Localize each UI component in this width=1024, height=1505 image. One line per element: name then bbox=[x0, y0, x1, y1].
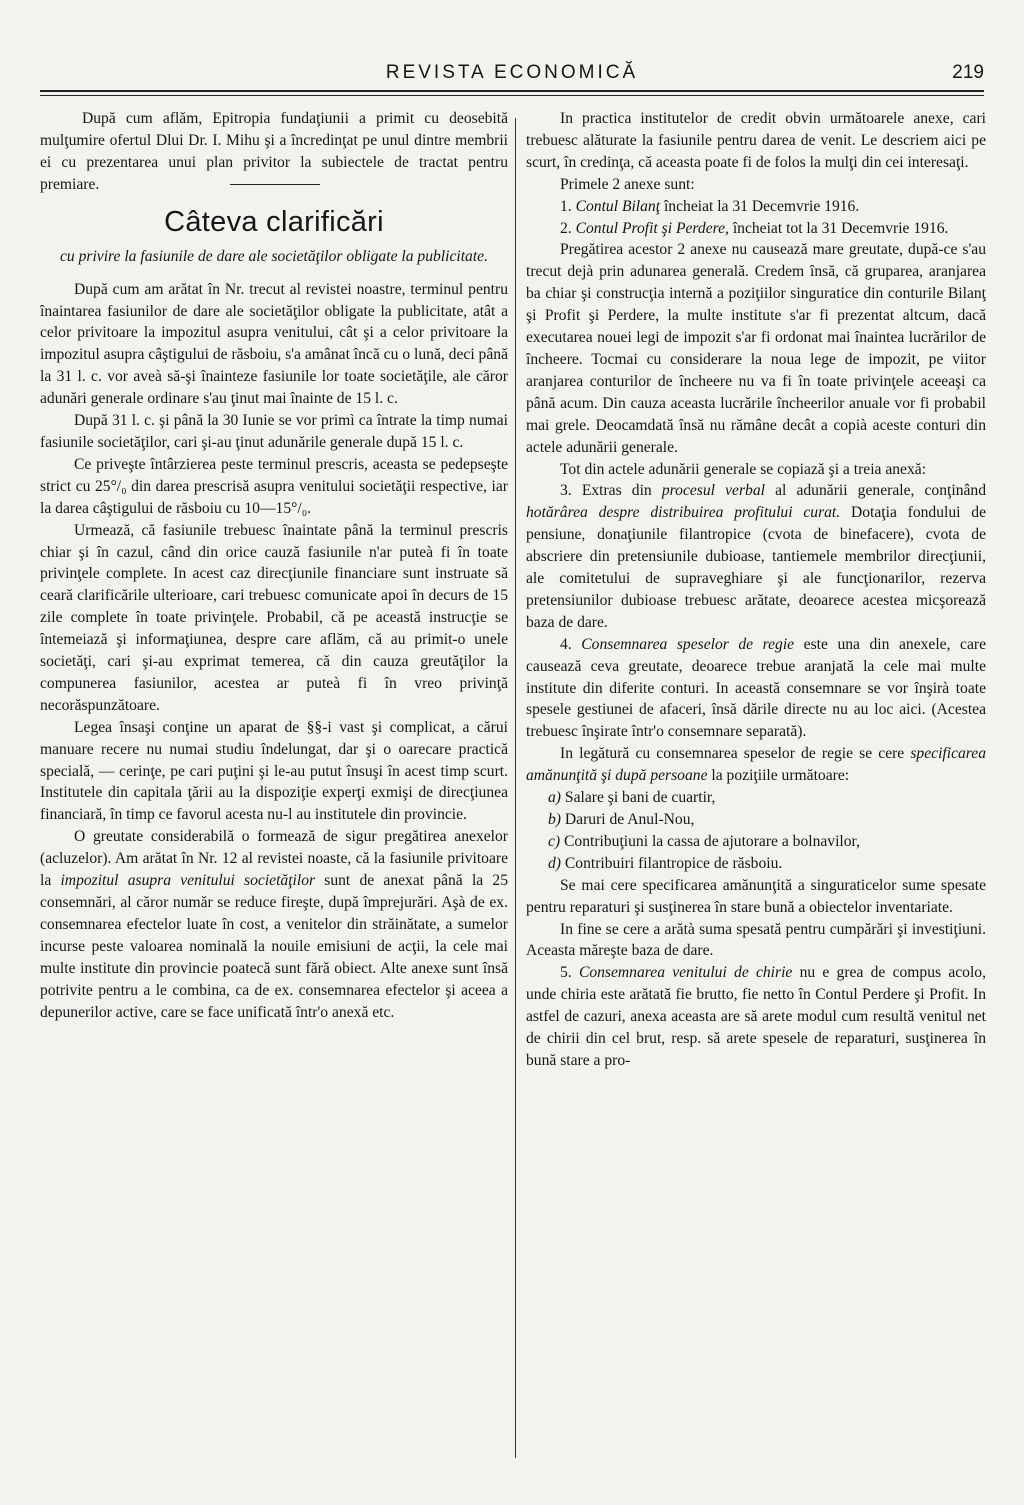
paragraph bbox=[526, 743, 986, 787]
paragraph bbox=[526, 634, 986, 744]
intro-paragraph: După cum aflăm, Epitropia fundaţiunii a primit cu deosebită mulţumire ofertul Dlui Dr. I. Mihu şi a încredinţat pe unul dintre membrii ei cu prezentarea unui plan privitor la subiectele de tractat pentru premiare. bbox=[40, 110, 508, 193]
list-item bbox=[526, 853, 986, 875]
text-run: 5. bbox=[560, 964, 579, 982]
emphasis: hotărârea despre distribuirea profitului curat. bbox=[526, 504, 841, 522]
header-rule-thin bbox=[40, 95, 984, 96]
emphasis: Consemnarea speselor de regie bbox=[581, 635, 795, 653]
text-run: Dotaţia fondului de pensiune, donaţiunile filantropice (cvota de binefacere), cvota de abscriere din pretensiunile dubioase, tantiemele membrilor direcţiunii, ale comitetului de supraveghiare şi ale funcţionarilor, rezerva pretensiunilor dubioase trebuesc arătate, deoarece acestea micşorează baza de dare. bbox=[526, 504, 986, 631]
text-run: O greutate considerabilă o formează de sigur pregătirea anexelor (acluzelor). Am arătat în Nr. 12 al revistei noaste, că la fasiunile privitoare la bbox=[40, 828, 508, 890]
text-run: sunt de anexat până la 25 consemnări, al căror număr se reduce fireşte, după împrejurări. Aşà de ex. consemnarea efectelor luate în cost, a venitelor din străinătate, a sumelor incurse peste valoarea nominală la nouile emisiuni de acţii, la cele mai multe institute din provincie poatecă sunt fără obiect. Alte anexe sunt însă potrivite pentru a le combina, ca de ex. consemnarea efectelor şi aceea a depunerilor active, care se face unificată într'o anexă etc. bbox=[40, 872, 508, 1021]
journal-title: REVISTA ECONOMICĂ bbox=[385, 62, 639, 83]
text-run: In legătură cu consemnarea speselor de regie se cere bbox=[560, 745, 911, 763]
header-rule bbox=[40, 90, 984, 92]
paragraph bbox=[526, 480, 986, 633]
item-number: 2. bbox=[560, 219, 576, 237]
paragraph: Primele 2 anexe sunt: bbox=[560, 175, 695, 193]
emphasis: Contul Bilanţ bbox=[575, 197, 661, 215]
paragraph: Ce priveşte întârzierea peste terminul prescris, aceasta se pedepseşte strict cu 25°/₀ din darea prescrisă asupra venitului societăţii respective, iar la darea câştigului de răsboiu cu 10—15°/₀. bbox=[40, 455, 508, 517]
text-run: 4. bbox=[560, 635, 582, 653]
text-run: încheiat la 31 Decemvrie 1916. bbox=[660, 197, 860, 215]
left-column bbox=[40, 108, 508, 1468]
item-number: 1. bbox=[560, 197, 576, 215]
paragraph: Legea însaşi conţine un aparat de §§-i vast şi complicat, a cărui manuare recere nu numai studiu îndelungat, dar şi o oarecare practică specială, — cerinţe, pe cari puţini şi le-au putut însuşi în acest timp scurt. Institutele din capitala ţării au la dispoziţie experţi exmişi de direcţiunea financiară, în timp ce favorul acesta nu-l au institutele din provincie. bbox=[40, 718, 508, 824]
list-item bbox=[526, 831, 986, 853]
emphasis: Contul Profit şi Perdere, bbox=[575, 219, 729, 237]
list-item bbox=[526, 196, 986, 218]
paragraph: Urmează, că fasiunile trebuesc înaintate până la terminul prescris chiar şi în cazul, când din orice cauză fasiunile n'ar puteà fi în toate privinţele complete. In acest caz direcţiunile financiare sunt instruate să ceară clarificările ulterioare, cari trebuesc comunicate apoi în decurs de 15 zile complete în toate privinţele. Probabil, că pe această instrucţie se întemeiază şi informaţiunea, despre care aflăm, că au primit-o unele societăţi, cari şi-au exprimat temerea, că din cauza greutăţilor la compunerea fasiunilor, acestea ar puteà fi în vreo privinţă necorăspunzătoare. bbox=[40, 521, 508, 714]
page-number: 219 bbox=[952, 62, 984, 83]
item-text: Daruri de Anul-Nou, bbox=[561, 811, 695, 828]
text-run: al adunării generale, conţinând bbox=[764, 482, 986, 500]
item-text: Salare şi bani de cuartir, bbox=[561, 789, 716, 807]
paragraph: Tot din actele adunării generale se copiază şi a treia anexă: bbox=[560, 460, 927, 478]
separator-rule bbox=[230, 184, 320, 185]
article-subtitle: cu privire la fasiunile de dare ale societăţilor obligate la publicitate. bbox=[59, 247, 489, 265]
list-item bbox=[526, 218, 986, 240]
right-column bbox=[526, 108, 986, 1468]
running-header bbox=[40, 58, 984, 88]
text-run: la poziţiile următoare: bbox=[707, 767, 850, 785]
text-run: nu e grea de compus acolo, unde chiria este arătată fie brutto, fie netto în Contul Perdere şi Profit. In astfel de cazuri, anexa aceasta are să arete modul cum resultă venitul net de chirii din cel brut, resp. să arete spesele de reparaturi, susţinerea în bună stare a pro- bbox=[526, 964, 986, 1069]
item-letter: a) bbox=[548, 789, 561, 807]
paragraph bbox=[40, 826, 508, 1023]
emphasis: procesul verbal bbox=[661, 482, 765, 500]
article-title: Câteva clarificări bbox=[164, 205, 384, 238]
paragraph: In fine se cere a arătà suma spesată pentru cumpărări şi investiţiuni. Aceasta măreşte baza de dare. bbox=[526, 920, 986, 960]
item-letter: d) bbox=[548, 854, 561, 872]
item-letter: c) bbox=[548, 832, 561, 850]
paragraph: După 31 l. c. şi până la 30 Iunie se vor primì ca întrate la timp numai fasiunile societăţilor, cari şi-au ţinut adunările generale după 15 l. c. bbox=[40, 412, 508, 451]
paragraph: In practica institutelor de credit obvin următoarele anexe, cari trebuesc alăturate la fasiunile pentru darea de venit. Le descriem aici pe scurt, în credinţa, că aceasta poate fi de folos la mulţi din cei interesaţi. bbox=[526, 110, 986, 171]
column-divider bbox=[515, 118, 516, 1458]
paragraph bbox=[526, 962, 986, 1072]
list-item bbox=[526, 809, 986, 831]
text-run: este una din anexele, care causează ceva greutate, deoarece trebue aranjată la cele mai multe institute din diferite conturi. In această consemnare se vor înşirà toate spesele gestiunei de afaceri, însă dările directe nu au loc aici. (Acestea trebuesc înşirate într'o consemnare separată). bbox=[526, 635, 986, 741]
text-run: încheiat tot la 31 Decemvrie 1916. bbox=[728, 219, 949, 237]
item-letter: b) bbox=[548, 811, 561, 828]
item-text: Contribuiri filantropice de răsboiu. bbox=[561, 854, 783, 872]
item-text: Contribuţiuni la cassa de ajutorare a bolnavilor, bbox=[560, 832, 861, 850]
emphasis: impozitul asupra venitului societăţilor bbox=[60, 872, 316, 890]
emphasis: Consemnarea venitului de chirie bbox=[578, 964, 793, 982]
paragraph: Se mai cere specificarea amănunţită a singuraticelor sume spesate pentru reparaturi şi susţinerea în stare bună a obiectelor inventariate. bbox=[526, 876, 986, 916]
paragraph: După cum am arătat în Nr. trecut al revistei noastre, terminul pentru înaintarea fasiunilor de dare ale societăţilor obligate la publicitate, atât a celor privitoare la impozitul asupra venitului, cât şi a celor privitoare la impozitul asupra câştigului de răsboiu, s'a amânat încă cu o lună, deci până la 31 l. c. vor aveà să-şi înainteze fasiunile lor toate societăţile, ale căror adunări generale ordinare s'au ţinut mai înainte de 15 l. c. bbox=[40, 280, 508, 408]
list-item bbox=[526, 787, 986, 809]
emphasis: specificarea amănunţită şi după persoane bbox=[526, 745, 986, 785]
text-run: 3. Extras din bbox=[560, 482, 662, 500]
paragraph: Pregătirea acestor 2 anexe nu causează mare greutate, după-ce s'au trecut dejà prin adunarea generală. Credem însă, că gruparea, aranjarea ba chiar şi construcţia internă a poziţiilor singuratice din conturile Bilanţ şi Profit şi Perdere, la multe institute s'ar fi prezentat altcum, dacă executarea nouei legi de impozit s'ar fi ordonat mai înaintea lucrărilor de încheere. Tocmai cu considerare la noua lege de impozit, pe viitor aranjarea conturilor de încheere nu va fi în toate privinţele aceeaşi ca până acum. Din cauza aceasta lucrările încheerilor anuale vor fi probabil mai grele. Deocamdată însă nu rămâne decât a copià aceste conturi din actele adunării generale. bbox=[526, 241, 986, 456]
